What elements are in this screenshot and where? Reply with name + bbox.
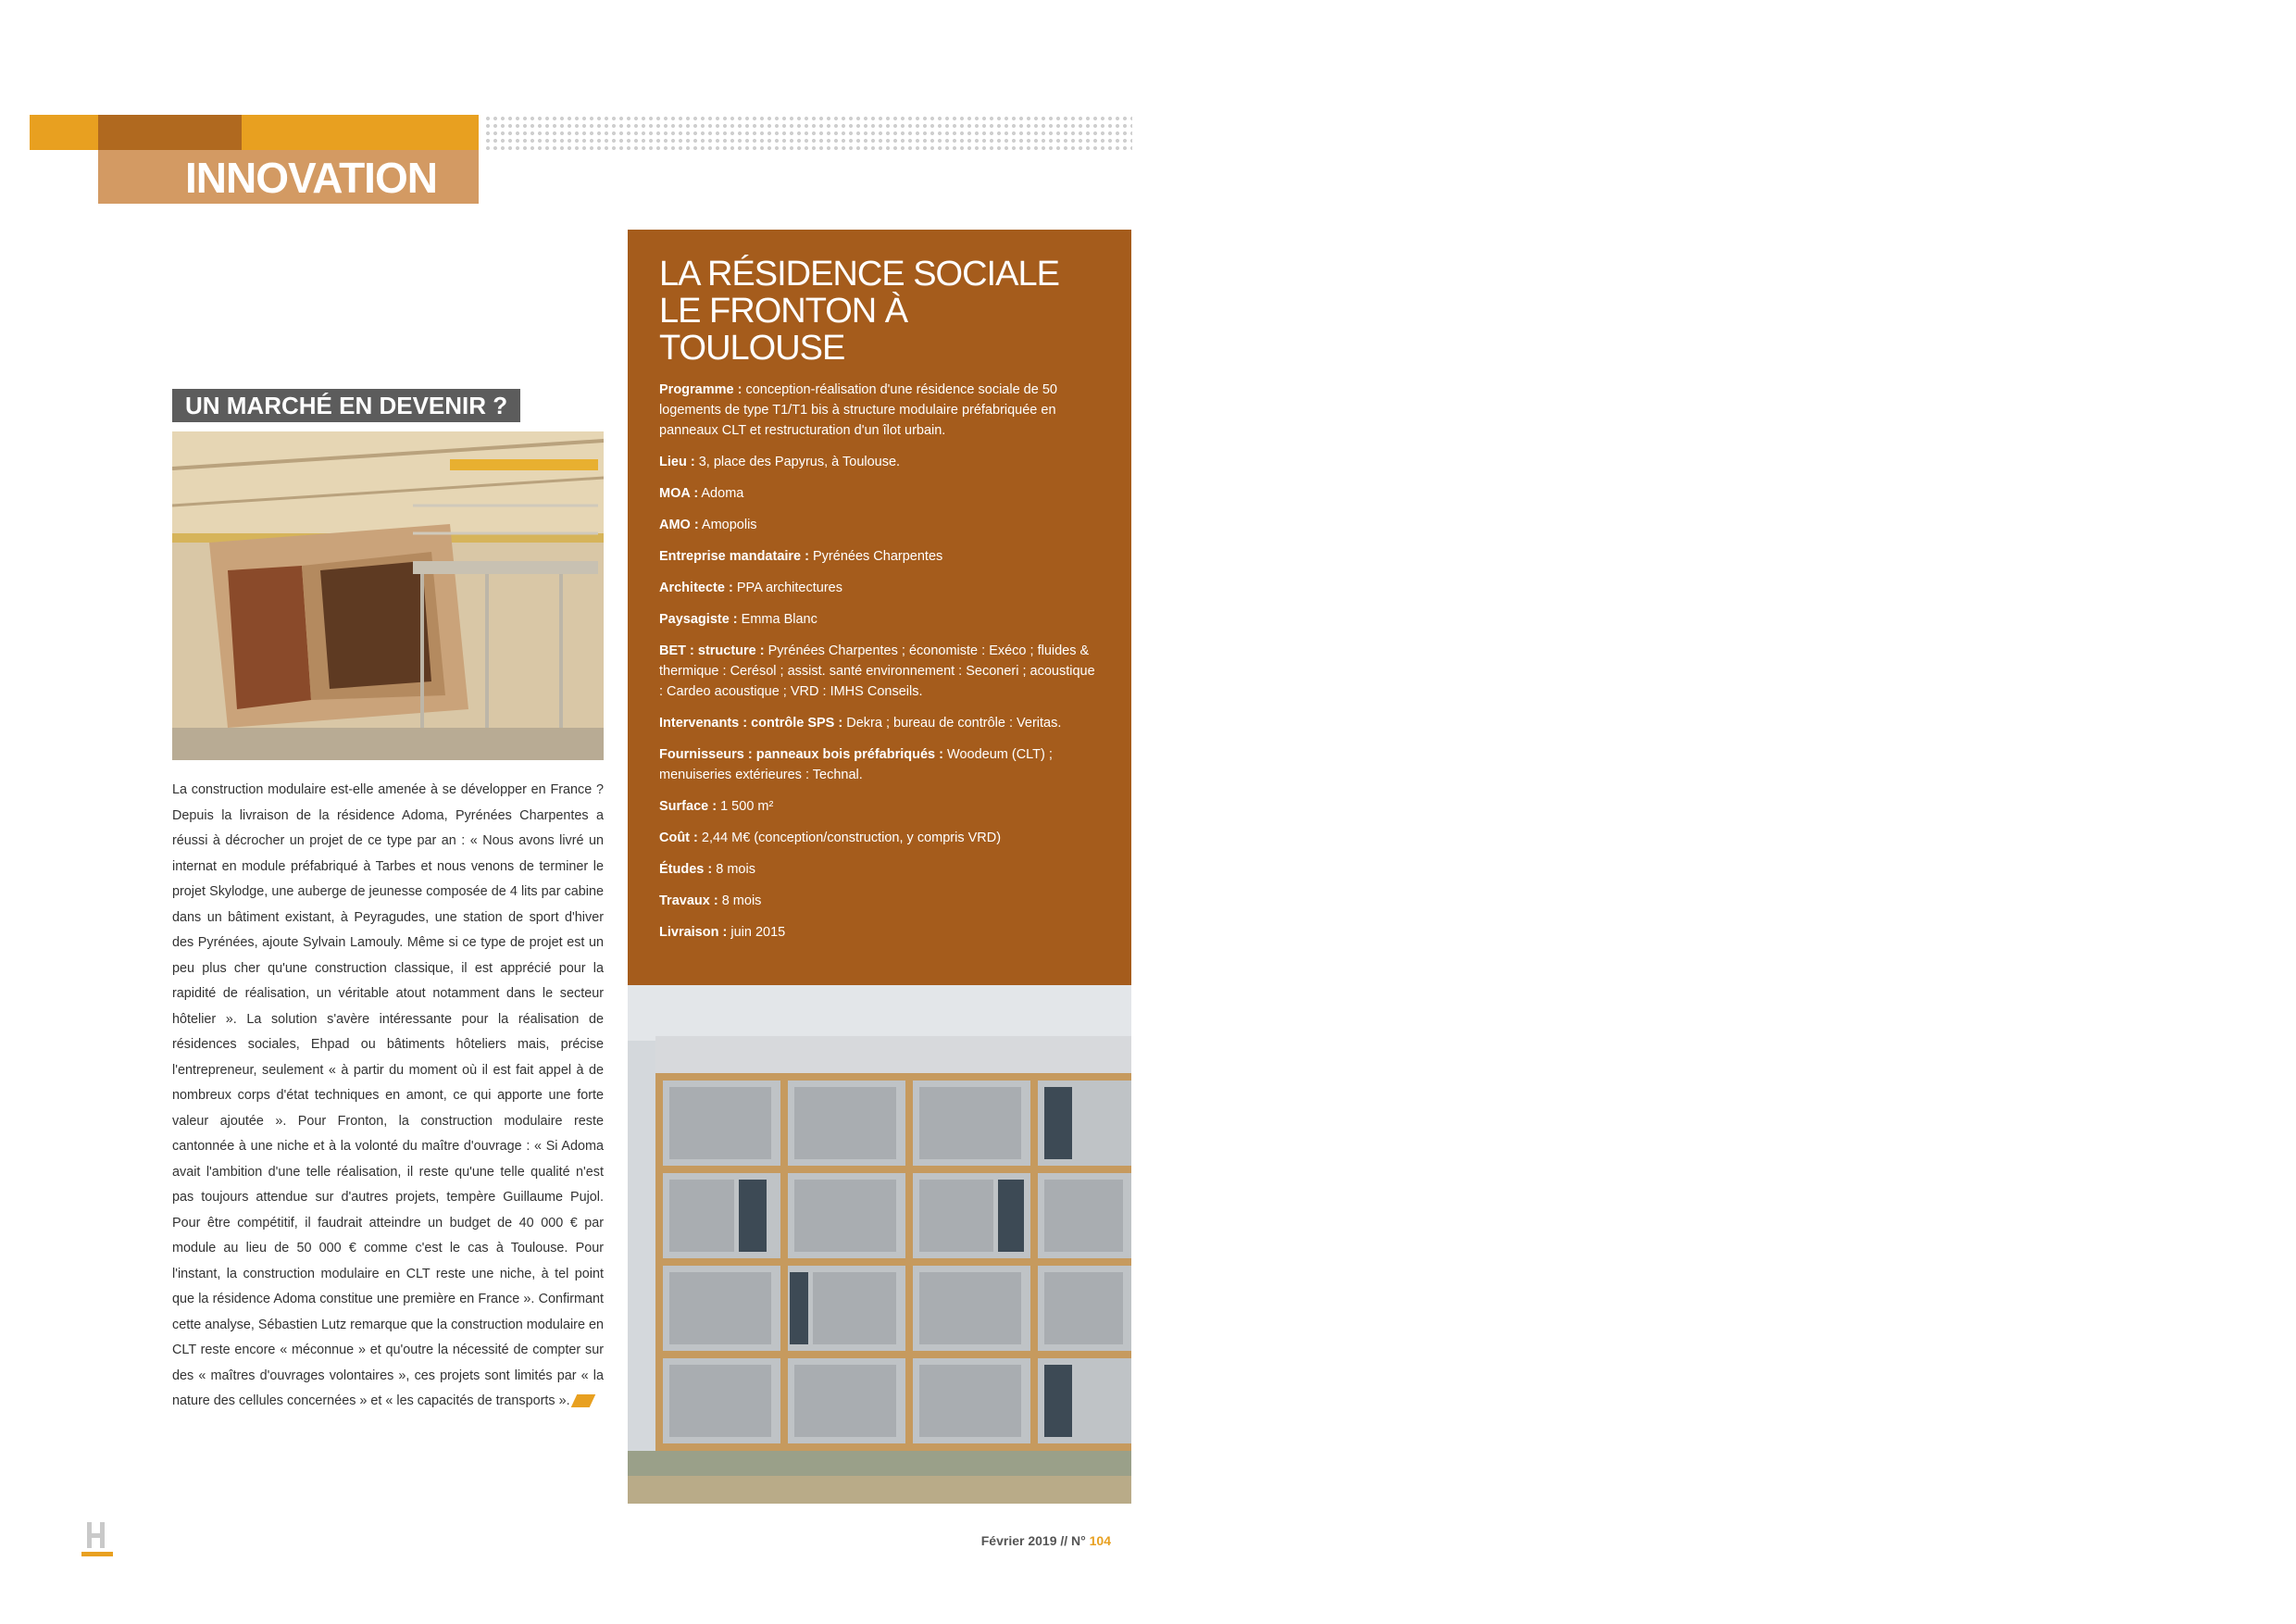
info-item — [659, 713, 1100, 733]
header-accent-bar — [30, 115, 98, 150]
info-item-label: AMO : — [659, 518, 699, 532]
header-dot-pattern — [484, 115, 1132, 150]
end-of-article-icon — [570, 1394, 595, 1407]
info-item-value: 1 500 m² — [720, 799, 774, 814]
info-item-value: PPA architectures — [736, 581, 842, 595]
info-item-value: Amopolis — [701, 518, 757, 532]
info-item-value: juin 2015 — [730, 925, 786, 940]
module-construction-photo — [172, 431, 604, 760]
info-item — [659, 380, 1100, 441]
info-item-value: conception-réalisation d'une résidence sociale de 50 logements de type T1/T1 bis à structure modulaire préfabriquée en panneaux CLT et restructuration d'un îlot urbain. — [659, 382, 1057, 438]
info-item-value: Pyrénées Charpentes ; économiste : Exéco ; fluides & thermique : Cerésol ; assist. santé environnement : Seconeri ; acoustique : Cardeo acoustique ; VRD : IMHS Conseils. — [659, 643, 1095, 699]
info-item — [659, 828, 1100, 848]
info-item — [659, 859, 1100, 880]
info-item-value: Woodeum (CLT) ; menuiseries extérieures : Technal. — [659, 747, 1053, 782]
article-body-text: La construction modulaire est-elle amenée à se développer en France ? Depuis la livraison de la résidence Adoma, Pyrénées Charpentes a réussi à décrocher un projet de ce type par an : « Nous avons livré un internat en module préfabriqué à Tarbes et nous venons de terminer le projet Skylodge, une auberge de jeunesse composée de 4 lits par cabine dans un bâtiment existant, à Peyragudes, une station de sport d'hiver des Pyrénées, ajoute Sylvain Lamouly. Même si ce type de projet est un peu plus cher qu'une construction classique, il est apprécié pour la rapidité de réalisation, un véritable atout notamment dans le secteur hôtelier ». La solution s'avère intéressante pour la réalisation de résidences sociales, Ehpad ou bâtiments hôteliers mais, précise l'entrepreneur, seulement « à partir du moment où il est fait appel à de nombreux corps d'état techniques en amont, ce qui apporte une forte valeur ajoutée ». Pour Fronton, la construction modulaire reste cantonnée à une niche et à la volonté du maître d'ouvrage : « Si Adoma avait l'ambition d'une telle réalisation, il reste qu'une telle qualité n'est pas toujours attendue sur d'autres projets, tempère Guillaume Pujol. Pour être compétitif, il faudrait atteindre un budget de 40 000 € par module au lieu de 50 000 € comme c'est le cas à Toulouse. Pour l'instant, la construction modulaire en CLT reste une niche, à tel point que la résidence Adoma constitue une première en France ». Confirmant cette analyse, Sébastien Lutz remarque que la construction modulaire en CLT reste encore « méconnue » et qu'outre la nécessité de compter sur des « maîtres d'ouvrages volontaires », ces projets sont limités par « la nature des cellules concernées » et « les capacités de transports ». — [172, 782, 604, 1408]
info-item-value: 8 mois — [721, 893, 762, 908]
info-item-value: Emma Blanc — [741, 612, 817, 627]
info-item-label: Études : — [659, 862, 713, 877]
facade-photo-illustration — [628, 985, 1131, 1504]
info-item-label: BET : structure : — [659, 643, 765, 658]
info-item-label: Entreprise mandataire : — [659, 549, 809, 564]
sidebar-section-label: UN MARCHÉ EN DEVENIR ? — [172, 389, 520, 422]
project-info-box — [628, 230, 1131, 985]
info-item-label: Surface : — [659, 799, 718, 814]
logo-mark — [81, 1520, 113, 1557]
magazine-logo-icon — [81, 1520, 113, 1557]
info-item — [659, 922, 1100, 943]
info-item-value: 3, place des Papyrus, à Toulouse. — [698, 455, 901, 469]
info-item-label: Fournisseurs : panneaux bois préfabriqués : — [659, 747, 943, 762]
issue-date: Février 2019 // N° — [980, 1533, 1086, 1548]
info-item — [659, 483, 1100, 504]
issue-info — [880, 1533, 1111, 1548]
header-accent-bar-dark — [98, 115, 242, 150]
info-item-label: Coût : — [659, 831, 698, 845]
info-item-label: Intervenants : contrôle SPS : — [659, 716, 843, 731]
info-item-value: Adoma — [701, 486, 744, 501]
info-item-value: Pyrénées Charpentes — [813, 549, 943, 564]
article-body — [172, 778, 604, 1415]
info-item-value: Dekra ; bureau de contrôle : Veritas. — [846, 716, 1062, 731]
info-item-value: 8 mois — [716, 862, 755, 877]
info-item-label: Architecte : — [659, 581, 733, 595]
info-item — [659, 578, 1100, 598]
issue-number: 104 — [1089, 1533, 1111, 1548]
factory-photo-illustration — [172, 431, 604, 760]
info-item-label: Livraison : — [659, 925, 728, 940]
info-item — [659, 641, 1100, 702]
info-item — [659, 796, 1100, 817]
info-item — [659, 452, 1100, 472]
info-box-title — [659, 256, 1100, 367]
header-accent-bar — [242, 115, 479, 150]
info-item — [659, 891, 1100, 911]
info-item-label: Lieu : — [659, 455, 695, 469]
info-item-label: MOA : — [659, 486, 699, 501]
building-facade-photo — [628, 985, 1131, 1504]
info-title-line-2: LE FRONTON À TOULOUSE — [659, 292, 908, 368]
info-item — [659, 744, 1100, 785]
info-item — [659, 546, 1100, 567]
info-item-label: Programme : — [659, 382, 742, 397]
info-item-label: Travaux : — [659, 893, 718, 908]
info-item-label: Paysagiste : — [659, 612, 738, 627]
section-title: INNOVATION — [185, 154, 437, 202]
info-title-line-1: LA RÉSIDENCE SOCIALE — [659, 255, 1059, 294]
info-item — [659, 515, 1100, 535]
info-item — [659, 609, 1100, 630]
info-item-value: 2,44 M€ (conception/construction, y compris VRD) — [701, 831, 1002, 845]
